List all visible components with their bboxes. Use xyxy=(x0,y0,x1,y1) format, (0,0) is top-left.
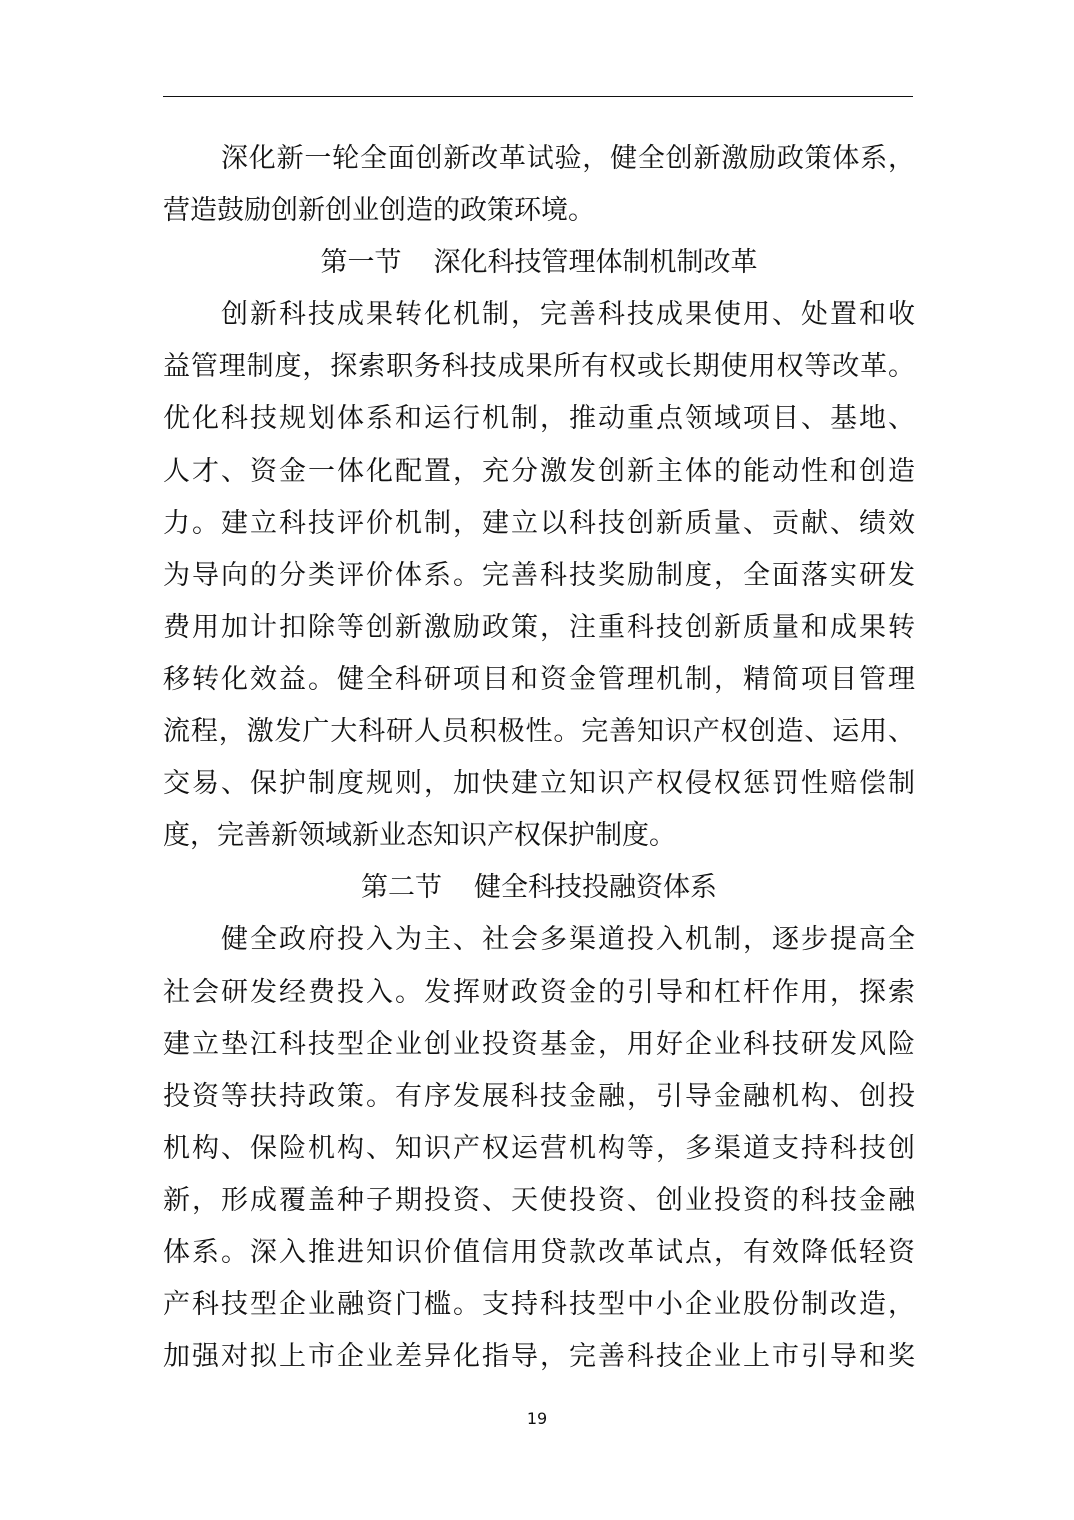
paragraph-line: 建立垫江科技型企业创业投资基金，用好企业科技研发风险 xyxy=(163,1028,915,1060)
header-rule xyxy=(163,96,913,97)
section-number: 第二节 xyxy=(361,872,442,904)
paragraph-line: 健全政府投入为主、社会多渠道投入机制，逐步提高全 xyxy=(221,924,915,956)
paragraph-line: 体系。深入推进知识价值信用贷款改革试点，有效降低轻资 xyxy=(163,1236,915,1268)
page-number: 19 xyxy=(526,1409,548,1428)
paragraph-line: 流程，激发广大科研人员积极性。完善知识产权创造、运用、 xyxy=(163,716,915,748)
section-heading xyxy=(163,862,915,914)
paragraph-line: 益管理制度，探索职务科技成果所有权或长期使用权等改革。 xyxy=(163,351,915,383)
section-number: 第一节 xyxy=(320,247,402,279)
paragraph-line: 营造鼓励创新创业创造的政策环境。 xyxy=(163,195,595,227)
paragraph-line: 投资等扶持政策。有序发展科技金融，引导金融机构、创投 xyxy=(163,1080,915,1112)
body-text xyxy=(163,133,915,1383)
paragraph-line: 费用加计扣除等创新激励政策，注重科技创新质量和成果转 xyxy=(163,611,915,643)
paragraph-line: 力。建立科技评价机制，建立以科技创新质量、贡献、绩效 xyxy=(163,507,915,539)
paragraph-line: 机构、保险机构、知识产权运营机构等，多渠道支持科技创 xyxy=(163,1132,915,1164)
paragraph-line: 移转化效益。健全科研项目和资金管理机制，精简项目管理 xyxy=(163,663,915,695)
paragraph-line: 交易、保护制度规则，加快建立知识产权侵权惩罚性赔偿制 xyxy=(163,768,915,800)
paragraph-line: 产科技型企业融资门槛。支持科技型中小企业股份制改造， xyxy=(163,1289,915,1321)
section-heading xyxy=(163,237,915,289)
paragraph-line: 深化新一轮全面创新改革试验，健全创新激励政策体系， xyxy=(221,143,915,174)
paragraph-line: 人才、资金一体化配置，充分激发创新主体的能动性和创造 xyxy=(163,455,915,487)
paragraph-line: 为导向的分类评价体系。完善科技奖励制度，全面落实研发 xyxy=(163,559,915,591)
paragraph-line: 加强对拟上市企业差异化指导，完善科技企业上市引导和奖 xyxy=(163,1341,915,1373)
paragraph-line: 新，形成覆盖种子期投资、天使投资、创业投资的科技金融 xyxy=(163,1184,915,1216)
paragraph-line: 度，完善新领域新业态知识产权保护制度。 xyxy=(163,820,676,852)
paragraph-line: 创新科技成果转化机制，完善科技成果使用、处置和收 xyxy=(221,299,915,331)
paragraph-line: 社会研发经费投入。发挥财政资金的引导和杠杆作用，探索 xyxy=(163,976,915,1008)
section-title: 健全科技投融资体系 xyxy=(474,872,717,904)
paragraph-line: 优化科技规划体系和运行机制，推动重点领域项目、基地、 xyxy=(163,403,915,435)
section-title: 深化科技管理体制机制改革 xyxy=(433,247,758,279)
